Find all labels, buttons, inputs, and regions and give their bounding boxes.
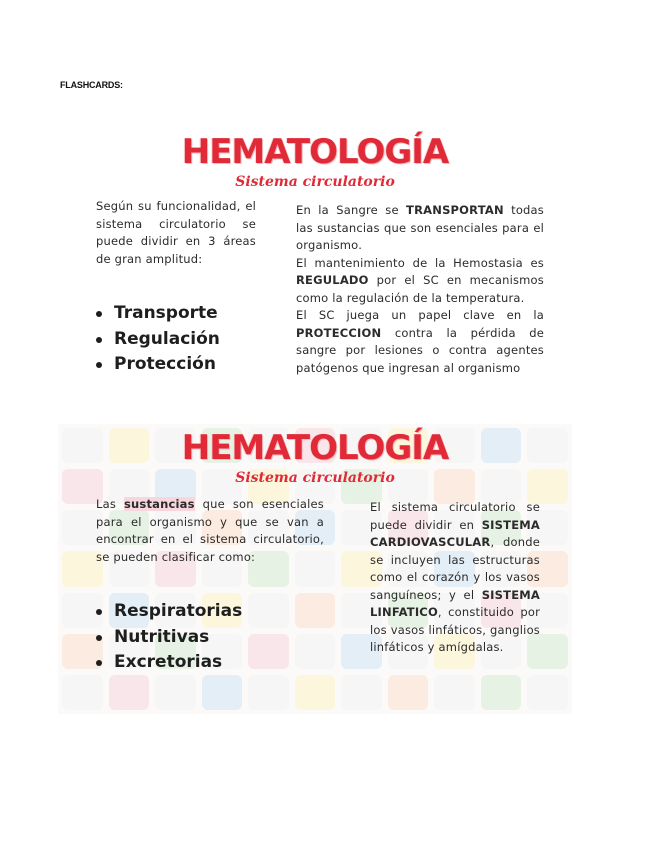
text-segment: El sistema circulatorio se puede dividir en (370, 500, 540, 532)
keyword-regulado: REGULADO (296, 273, 369, 287)
text-segment: por el SC en mecanismos como la regulación de la temperatura. (296, 273, 544, 305)
list-item: Excretorias (94, 650, 242, 676)
substances-list (94, 599, 242, 676)
text-segment: El mantenimiento de la Hemostasia es (296, 255, 544, 270)
systems-text (370, 499, 540, 657)
text-segment: En la Sangre se (296, 203, 407, 217)
keyword-proteccion: PROTECCION (296, 325, 382, 340)
text-segment: Las (96, 497, 124, 511)
list-item: Respiratorias (94, 599, 242, 625)
keyword-sistema-cardiovascular: SISTEMA CARDIOVASCULAR (370, 517, 540, 549)
text-segment: , donde se incluyen las estructuras como el corazón y los vasos sanguíneos; y el (370, 535, 540, 602)
highlighted-sustancias: sustancias (124, 497, 195, 511)
substances-text (96, 496, 324, 566)
explanation-text (296, 202, 544, 377)
intro-text: Según su funcionalidad, el sistema circulatorio se puede dividir en 3 áreas de gran amplitud: (96, 199, 256, 266)
text-segment: contra la pérdida de sangre por lesiones o contra agentes patógenos que ingresan al organismo (296, 325, 544, 375)
list-item: Protección (94, 352, 220, 378)
flashcard-substances-and-systems (58, 424, 572, 714)
text-segment: El SC juega un papel clave en la (296, 308, 544, 322)
text-segment: , constituido por los vasos linfáticos, ganglios linfáticos y amígdalas. (370, 605, 540, 654)
card-title: HEMATOLOGÍA (181, 428, 449, 468)
flashcard-transport-regulation-protection (58, 128, 572, 390)
card-subtitle: Sistema circulatorio (235, 174, 395, 190)
list-item: Nutritivas (94, 625, 242, 651)
list-item: Regulación (94, 327, 220, 353)
card-subtitle: Sistema circulatorio (235, 470, 395, 486)
text-segment: todas las sustancias que son esenciales para el organismo. (296, 203, 544, 252)
text-segment: que son esenciales para el organismo y que se van a encontrar en el sistema circulatorio, se pueden clasificar como: (96, 497, 324, 564)
page-heading: FLASHCARDS: (60, 80, 123, 90)
keyword-transportan: TRANSPORTAN (406, 203, 504, 217)
function-list (94, 301, 220, 378)
card-title: HEMATOLOGÍA (181, 132, 449, 172)
keyword-sistema-linfatico: SISTEMA LINFATICO (370, 587, 540, 619)
list-item: Transporte (94, 301, 220, 327)
